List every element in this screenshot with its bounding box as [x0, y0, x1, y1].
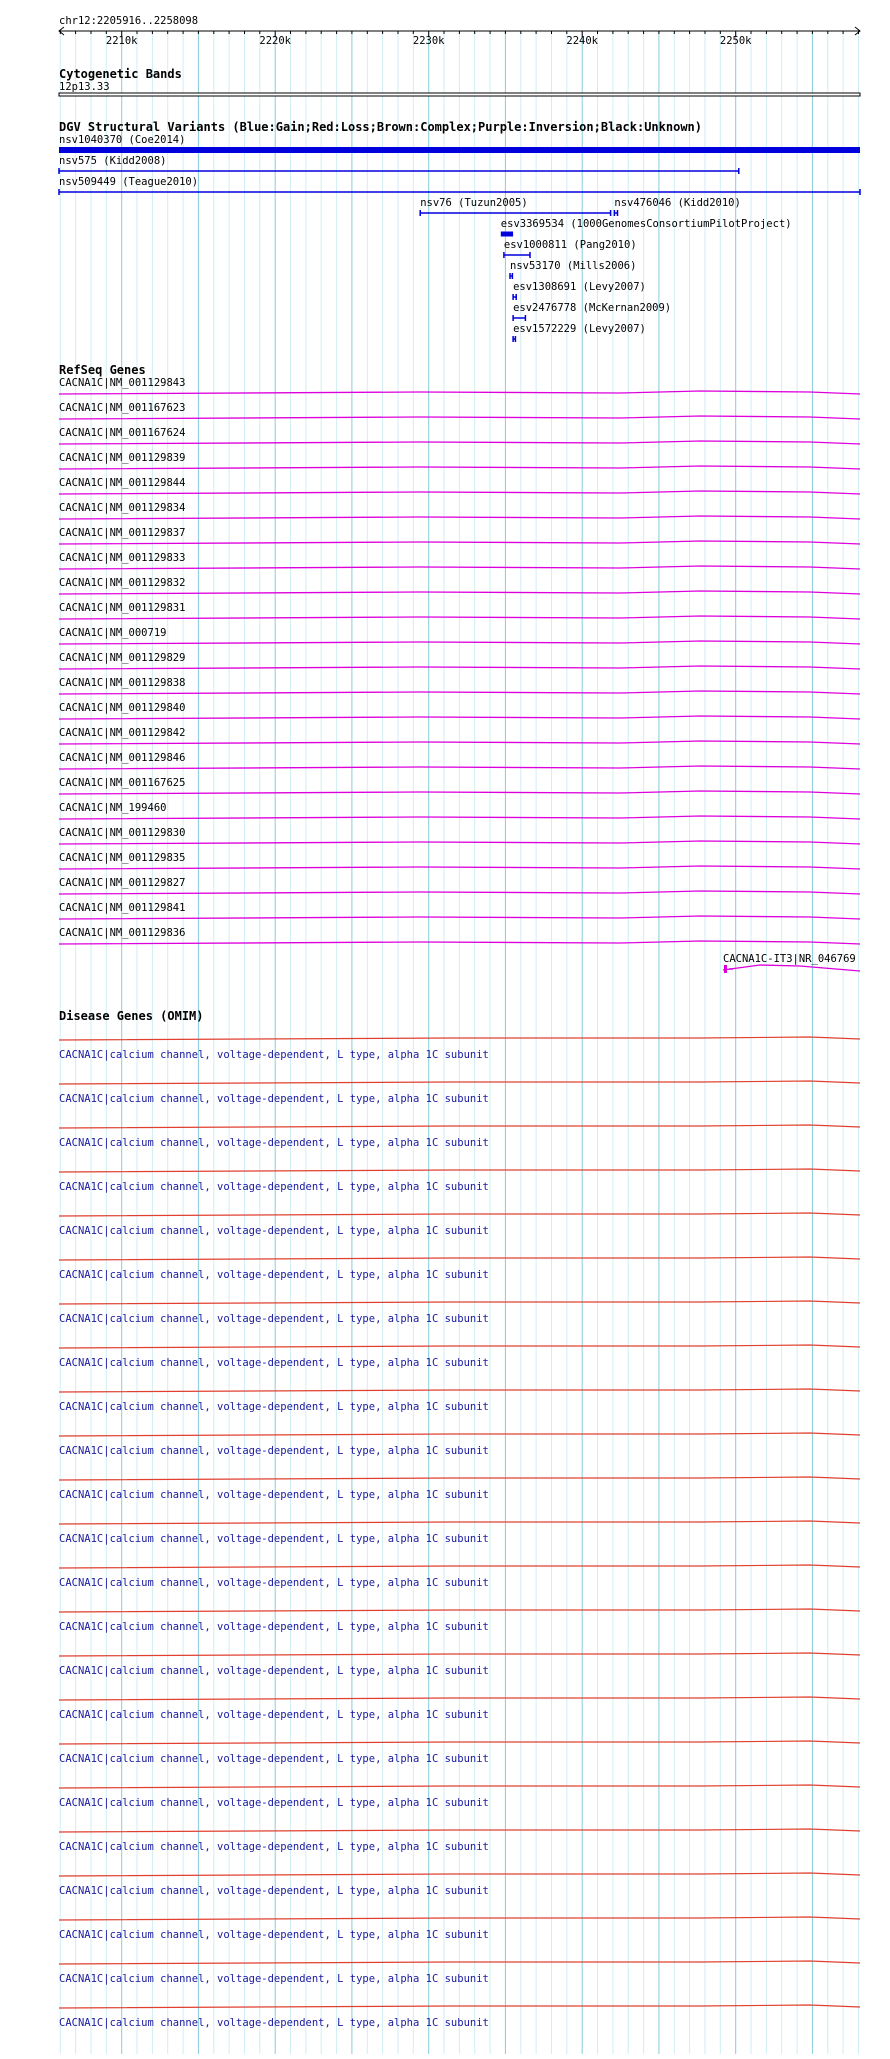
- omim-gene-label: CACNA1C|calcium channel, voltage-dependent, L type, alpha 1C subunit: [59, 1049, 489, 1061]
- omim-gene-label: CACNA1C|calcium channel, voltage-dependent, L type, alpha 1C subunit: [59, 1489, 489, 1501]
- dgv-feature-label: esv3369534 (1000GenomesConsortiumPilotProject): [500, 218, 792, 230]
- cytoband-label: 12p13.33: [59, 81, 110, 93]
- dgv-feature-label: nsv575 (Kidd2008): [59, 155, 167, 167]
- omim-gene-label: CACNA1C|calcium channel, voltage-dependent, L type, alpha 1C subunit: [59, 1577, 489, 1589]
- refseq-gene-label: CACNA1C|NM_001129837: [59, 527, 186, 539]
- dgv-feature[interactable]: [59, 155, 739, 174]
- omim-gene-label: CACNA1C|calcium channel, voltage-dependent, L type, alpha 1C subunit: [59, 1753, 489, 1765]
- omim-gene-label: CACNA1C|calcium channel, voltage-dependent, L type, alpha 1C subunit: [59, 1709, 489, 1721]
- dgv-feature-label: esv1572229 (Levy2007): [513, 323, 646, 335]
- omim-gene-label: CACNA1C|calcium channel, voltage-dependent, L type, alpha 1C subunit: [59, 1093, 489, 1105]
- refseq-gene-label: CACNA1C|NM_001129844: [59, 477, 186, 489]
- refseq-track-title: RefSeq Genes: [59, 363, 146, 377]
- omim-gene-label: CACNA1C|calcium channel, voltage-dependent, L type, alpha 1C subunit: [59, 1181, 489, 1193]
- ruler-tick-label: 2220k: [259, 35, 292, 47]
- dgv-track-title: DGV Structural Variants (Blue:Gain;Red:Loss;Brown:Complex;Purple:Inversion;Black:Unknown): [59, 120, 702, 134]
- dgv-feature-label: nsv53170 (Mills2006): [510, 260, 637, 272]
- refseq-gene-label: CACNA1C|NM_001129843: [59, 377, 186, 389]
- dgv-feature-bar[interactable]: [59, 147, 860, 153]
- refseq-gene-label: CACNA1C|NM_001129829: [59, 652, 186, 664]
- ruler-tick-label: 2250k: [719, 35, 752, 47]
- omim-gene-label: CACNA1C|calcium channel, voltage-dependent, L type, alpha 1C subunit: [59, 1313, 489, 1325]
- omim-gene-label: CACNA1C|calcium channel, voltage-dependent, L type, alpha 1C subunit: [59, 2017, 489, 2029]
- refseq-gene-label: CACNA1C|NM_001129840: [59, 702, 186, 714]
- dgv-feature[interactable]: [510, 260, 636, 279]
- dgv-feature[interactable]: [513, 281, 646, 300]
- ruler-tick-label: 2210k: [105, 35, 138, 47]
- omim-gene-label: CACNA1C|calcium channel, voltage-dependent, L type, alpha 1C subunit: [59, 1929, 489, 1941]
- refseq-gene-label: CACNA1C|NM_000719: [59, 627, 167, 639]
- dgv-feature[interactable]: [513, 323, 646, 342]
- omim-gene-label: CACNA1C|calcium channel, voltage-dependent, L type, alpha 1C subunit: [59, 1973, 489, 1985]
- dgv-feature[interactable]: [614, 197, 740, 216]
- refseq-gene-label: CACNA1C-IT3|NR_046769: [723, 953, 856, 965]
- omim-gene-label: CACNA1C|calcium channel, voltage-dependent, L type, alpha 1C subunit: [59, 1797, 489, 1809]
- omim-gene-label: CACNA1C|calcium channel, voltage-dependent, L type, alpha 1C subunit: [59, 1445, 489, 1457]
- grid-lines: [60, 31, 858, 2054]
- dgv-feature-label: esv1000811 (Pang2010): [503, 239, 637, 251]
- ruler-tick-label: 2230k: [412, 35, 445, 47]
- refseq-gene-label: CACNA1C|NM_001167623: [59, 402, 186, 414]
- refseq-gene-it3[interactable]: [723, 953, 860, 973]
- dgv-feature-bar[interactable]: [501, 232, 513, 237]
- cytoband-bar[interactable]: [59, 93, 860, 96]
- refseq-gene-line[interactable]: [723, 965, 860, 971]
- dgv-feature-label: nsv476046 (Kidd2010): [614, 197, 741, 209]
- refseq-gene-label: CACNA1C|NM_199460: [59, 802, 167, 814]
- refseq-gene-exon: [724, 965, 727, 973]
- refseq-gene-label: CACNA1C|NM_001129838: [59, 677, 186, 689]
- refseq-gene-label: CACNA1C|NM_001129834: [59, 502, 186, 514]
- omim-gene-label: CACNA1C|calcium channel, voltage-dependent, L type, alpha 1C subunit: [59, 1137, 489, 1149]
- omim-gene-label: CACNA1C|calcium channel, voltage-dependent, L type, alpha 1C subunit: [59, 1533, 489, 1545]
- dgv-feature-label: nsv1040370 (Coe2014): [59, 134, 186, 146]
- refseq-gene-label: CACNA1C|NM_001167625: [59, 777, 186, 789]
- dgv-feature-label: nsv76 (Tuzun2005): [420, 197, 528, 209]
- refseq-gene-label: CACNA1C|NM_001129842: [59, 727, 186, 739]
- omim-gene-label: CACNA1C|calcium channel, voltage-dependent, L type, alpha 1C subunit: [59, 1225, 489, 1237]
- dgv-feature-label: nsv509449 (Teague2010): [59, 176, 199, 188]
- cytoband-track-title: Cytogenetic Bands: [59, 67, 182, 81]
- refseq-gene-label: CACNA1C|NM_001129827: [59, 877, 186, 889]
- refseq-gene-label: CACNA1C|NM_001129841: [59, 902, 186, 914]
- ruler-tick-label: 2240k: [566, 35, 599, 47]
- dgv-feature[interactable]: [501, 218, 792, 237]
- refseq-gene-label: CACNA1C|NM_001129832: [59, 577, 186, 589]
- refseq-gene-label: CACNA1C|NM_001129831: [59, 602, 186, 614]
- omim-gene-label: CACNA1C|calcium channel, voltage-dependent, L type, alpha 1C subunit: [59, 1665, 489, 1677]
- omim-gene-label: CACNA1C|calcium channel, voltage-dependent, L type, alpha 1C subunit: [59, 1621, 489, 1633]
- refseq-gene-label: CACNA1C|NM_001129830: [59, 827, 186, 839]
- dgv-feature-label: esv2476778 (McKernan2009): [513, 302, 672, 314]
- refseq-gene-label: CACNA1C|NM_001129846: [59, 752, 186, 764]
- omim-gene-label: CACNA1C|calcium channel, voltage-dependent, L type, alpha 1C subunit: [59, 1885, 489, 1897]
- omim-gene-label: CACNA1C|calcium channel, voltage-dependent, L type, alpha 1C subunit: [59, 1841, 489, 1853]
- dgv-feature[interactable]: [513, 302, 671, 321]
- dgv-feature-label: esv1308691 (Levy2007): [513, 281, 646, 293]
- omim-track-title: Disease Genes (OMIM): [59, 1009, 204, 1023]
- refseq-gene-label: CACNA1C|NM_001167624: [59, 427, 186, 439]
- refseq-gene-label: CACNA1C|NM_001129836: [59, 927, 186, 939]
- omim-gene-label: CACNA1C|calcium channel, voltage-dependent, L type, alpha 1C subunit: [59, 1401, 489, 1413]
- refseq-gene-label: CACNA1C|NM_001129839: [59, 452, 186, 464]
- dgv-feature[interactable]: [504, 239, 637, 258]
- refseq-gene-label: CACNA1C|NM_001129833: [59, 552, 186, 564]
- refseq-gene-label: CACNA1C|NM_001129835: [59, 852, 186, 864]
- region-label: chr12:2205916..2258098: [59, 15, 199, 27]
- omim-gene-label: CACNA1C|calcium channel, voltage-dependent, L type, alpha 1C subunit: [59, 1357, 489, 1369]
- omim-gene-label: CACNA1C|calcium channel, voltage-dependent, L type, alpha 1C subunit: [59, 1269, 489, 1281]
